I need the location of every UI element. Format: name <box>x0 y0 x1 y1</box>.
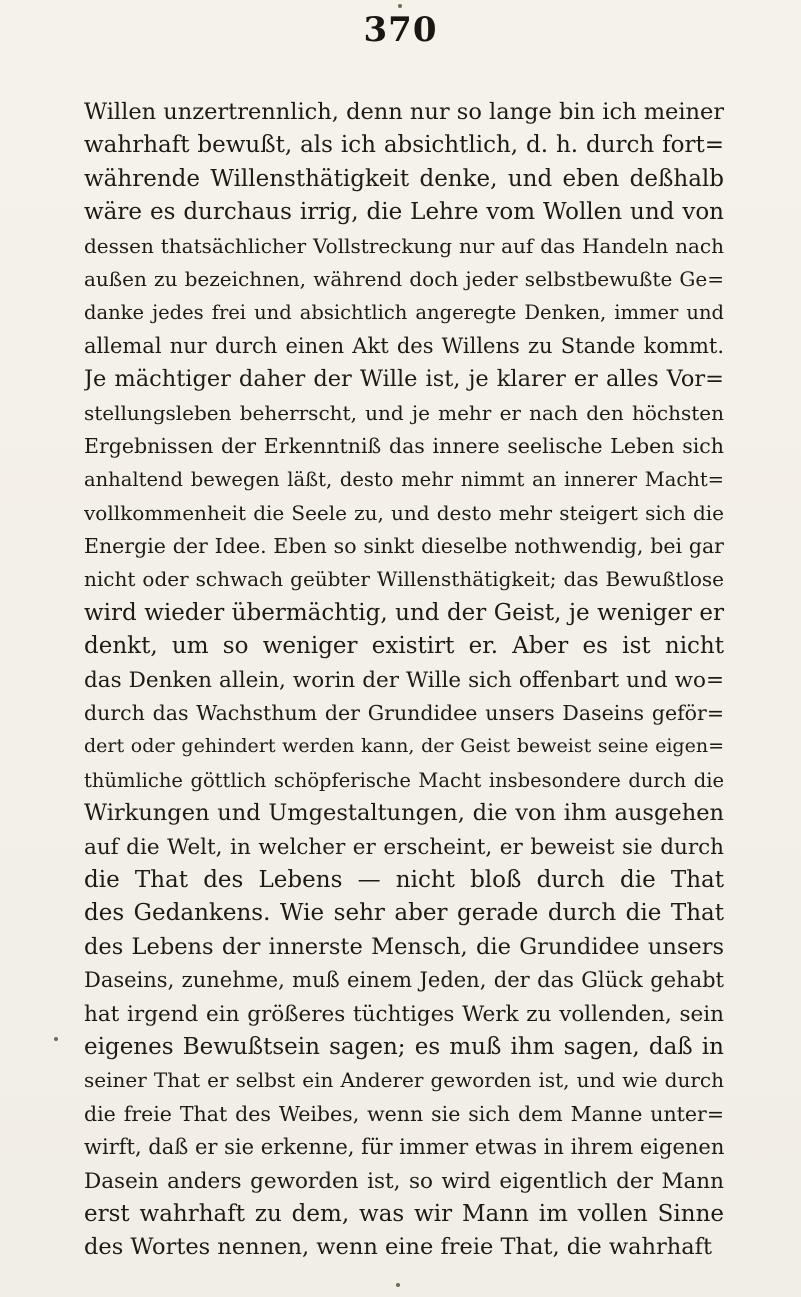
text-line: des Gedankens. Wie sehr aber gerade durch die That <box>84 900 724 927</box>
text-line: außen zu bezeichnen, während doch jeder selbstbewußte Ge= <box>84 266 724 291</box>
ink-speck <box>396 1283 400 1287</box>
text-line: auf die Welt, in welcher er erscheint, er beweist sie durch <box>84 834 724 860</box>
text-line: Wirkungen und Umgestaltungen, die von ihm ausgehen <box>84 800 724 827</box>
text-line: die That des Lebens — nicht bloß durch die That <box>84 866 724 893</box>
text-line: allemal nur durch einen Akt des Willens zu Stande kommt. <box>84 333 724 358</box>
text-line: wahrhaft bewußt, als ich absichtlich, d. h. durch fort= <box>84 132 724 159</box>
text-line: Ergebnissen der Erkenntniß das innere seelische Leben sich <box>84 433 724 458</box>
text-line: anhaltend bewegen läßt, desto mehr nimmt an innerer Macht= <box>84 468 724 492</box>
text-line: durch das Wachsthum der Grundidee unsers Daseins geför= <box>84 701 724 726</box>
text-line: Daseins, zunehme, muß einem Jeden, der das Glück gehabt <box>84 968 724 993</box>
text-line: wird wieder übermächtig, und der Geist, je weniger er <box>84 599 724 626</box>
text-line: die freie That des Weibes, wenn sie sich dem Manne unter= <box>84 1101 724 1126</box>
text-line: wäre es durchaus irrig, die Lehre vom Wollen und von <box>84 199 724 226</box>
text-line: erst wahrhaft zu dem, was wir Mann im vollen Sinne <box>84 1200 724 1227</box>
text-line: stellungsleben beherrscht, und je mehr er nach den höchsten <box>84 400 724 425</box>
text-line: währende Willensthätigkeit denke, und eben deßhalb <box>84 165 724 192</box>
text-line: eigenes Bewußtsein sagen; es muß ihm sagen, daß in <box>84 1033 724 1060</box>
text-line: des Wortes nennen, wenn eine freie That, die wahrhaft <box>84 1234 713 1261</box>
text-line: Dasein anders geworden ist, so wird eigentlich der Mann <box>84 1168 724 1194</box>
text-line: denkt, um so weniger existirt er. Aber es ist nicht <box>84 633 724 660</box>
text-line: Energie der Idee. Eben so sinkt dieselbe nothwendig, bei gar <box>84 534 724 559</box>
text-line: Je mächtiger daher der Wille ist, je klarer er alles Vor= <box>84 366 724 393</box>
text-line: seiner That er selbst ein Anderer geworden ist, und wie durch <box>84 1068 724 1093</box>
body-text <box>84 96 724 1265</box>
text-line: nicht oder schwach geübter Willensthätigkeit; das Bewußtlose <box>84 567 724 592</box>
text-line: hat irgend ein größeres tüchtiges Werk zu vollenden, sein <box>84 1001 724 1027</box>
text-line: des Lebens der innerste Mensch, die Grundidee unsers <box>84 933 724 960</box>
ink-speck <box>54 1037 58 1041</box>
text-line: thümliche göttlich schöpferische Macht insbesondere durch die <box>84 768 724 792</box>
text-line: Willen unzertrennlich, denn nur so lange bin ich meiner <box>84 99 724 125</box>
ink-speck <box>398 4 402 8</box>
text-line: dert oder gehindert werden kann, der Geist beweist seine eigen= <box>84 735 724 758</box>
text-line: vollkommenheit die Seele zu, und desto mehr steigert sich die <box>84 500 724 525</box>
text-line: das Denken allein, worin der Wille sich offenbart und wo= <box>84 667 724 693</box>
page-number: 370 <box>363 10 438 50</box>
text-line: dessen thatsächlicher Vollstreckung nur auf das Handeln nach <box>84 233 724 258</box>
text-line: wirft, daß er sie erkenne, für immer etwas in ihrem eigenen <box>84 1135 724 1160</box>
text-line: danke jedes frei und absichtlich angeregte Denken, immer und <box>84 301 724 325</box>
